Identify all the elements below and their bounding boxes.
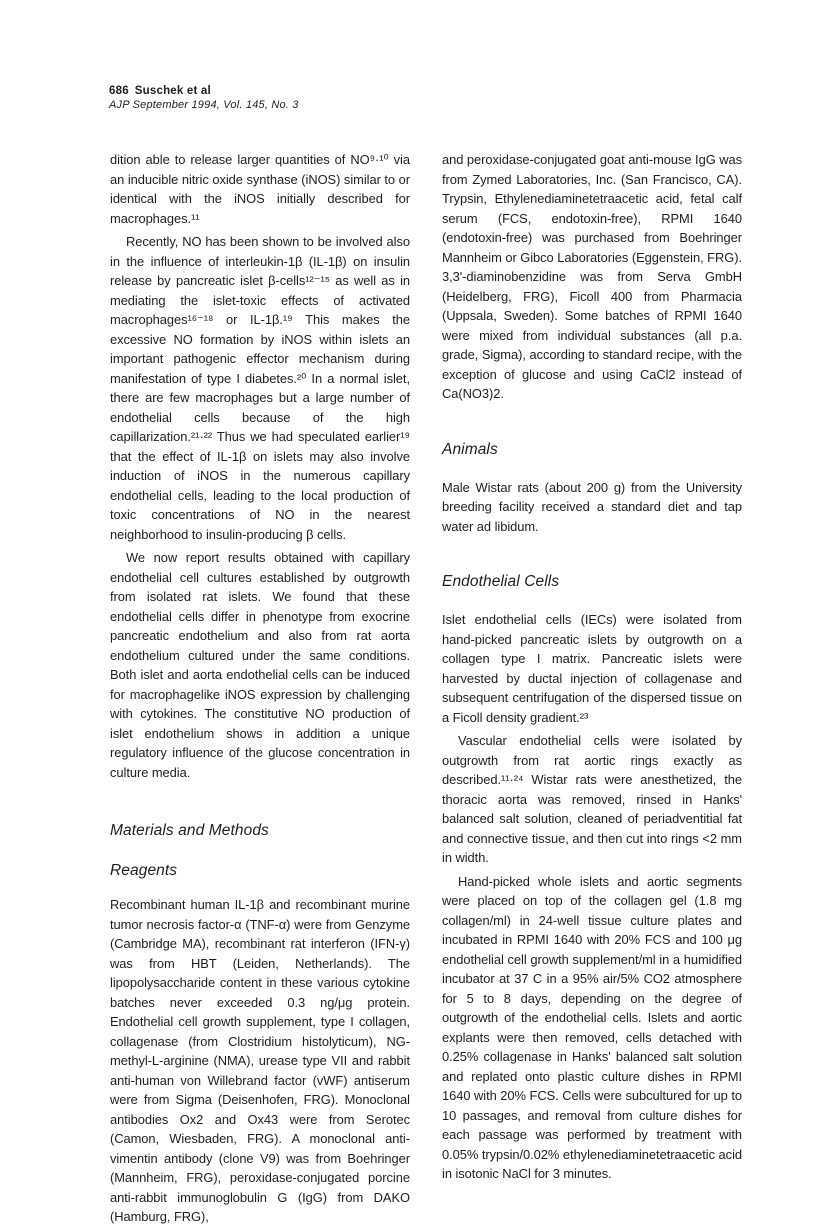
animals-heading: Animals (442, 440, 498, 458)
running-authors: Suschek et al (134, 85, 211, 97)
intro-continued-paragraph: dition able to release larger quantities of NO⁹·¹⁰ via an inducible nitric oxide synthase (iNOS) similar to or identical with the iNOS initially described for macrophages.¹¹ (110, 152, 410, 226)
reagents-continued-paragraph: and peroxidase-conjugated goat anti-mouse IgG was from Zymed Laboratories, Inc. (San Francisco, CA). Trypsin, Ethylenediaminetetraacetic acid, fetal calf serum (FCS, endotoxin-free), RPMI 1640 (endotoxin-free) was purchased from Boehringer Mannheim or Gibco Laboratories (Eggenstein, FRG). 3,3'-diaminobenzidine was from Serva GmbH (Heidelberg, FRG), Ficoll 400 from Pharmacia (Uppsala, Sweden). Some batches of RPMI 1640 were mixed from individual substances (all p.a. grade, Sigma), according to standard recipe, with the exception of glucose and using CaCl2 instead of Ca(NO3)2. (442, 152, 742, 401)
reagents-paragraph: Recombinant human IL-1β and recombinant murine tumor necrosis factor-α (TNF-α) were from Genzyme (Cambridge MA), recombinant rat interferon (IFN-γ) was from HBT (Leiden, Netherlands). The lipopolysaccharide content in these various cytokine batches never exceeded 0.3 ng/μg protein. Endothelial cell growth supplement, type I collagen, collagenase (from Clostridium histolyticum), NG-methyl-L-arginine (NMA), urease type VII and rabbit anti-human von Willebrand factor (vWF) antiserum were from Sigma (Deisenhofen, FRG). Monoclonal antibodies Ox2 and Ox43 were from Serotec (Camon, Wiesbaden, FRG). A monoclonal anti-vimentin antibody (clone V9) was from Boehringer (Mannheim, FRG), peroxidase-conjugated porcine anti-rabbit immunoglobulin G (IgG) from DAKO (Hamburg, FRG), (110, 897, 410, 1224)
endothelial-islet-paragraph: Islet endothelial cells (IECs) were isolated from hand-picked pancreatic islets by outgrowth on a collagen type I matrix. Pancreatic islets were harvested by ductal injection of collagenase and subsequent centrifugation of the dispersed tissue on a Ficoll density gradient.²³ (442, 612, 742, 725)
endothelial-vascular-paragraph: Vascular endothelial cells were isolated by outgrowth from rat aortic rings exactly as described.¹¹·²⁴ Wistar rats were anesthetized, the thoracic aorta was removed, rinsed in Hanks' balanced salt solution, cleaned of periadventitial fat and connective tissue, and then cut into rings <2 mm in width. (442, 733, 742, 865)
running-header (109, 84, 299, 112)
endothelial-cells-heading: Endothelial Cells (442, 573, 560, 590)
materials-methods-heading: Materials and Methods (110, 822, 269, 839)
endothelial-handpicked-paragraph: Hand-picked whole islets and aortic segments were placed on top of the collagen gel (1.8 mg collagen/ml) in 24-well tissue culture plates and incubated in RPMI 1640 with 20% FCS and 100 μg endothelial cell growth supplement/ml in a humidified incubator at 37 C in a 95% air/5% CO2 atmosphere for 5 to 8 days, depending on the degree of outgrowth of the endothelial cells. Islets and aortic explants were then removed, cells detached with 0.25% collagenase in Hanks' balanced salt solution and replated onto plastic culture dishes in RPMI 1640 with 20% FCS. Cells were subcultured for up to 10 passages, and removal from culture dishes for each passage was performed by treatment with 0.05% trypsin/0.02% ethylenediaminetetraacetic acid in isotonic NaCl for 3 minutes. (442, 873, 742, 1181)
reagents-heading: Reagents (110, 862, 178, 879)
page-header-line (109, 84, 299, 98)
intro-recently-paragraph: Recently, NO has been shown to be involved also in the influence of interleukin-1β (IL-1β) on insulin release by pancreatic islet β-cells¹²⁻¹⁵ as well as in mediating the islet-toxic effects of activated macrophages¹⁶⁻¹⁸ or IL-1β.¹⁹ This makes the excessive NO formation by iNOS within islets an important pathogenic effector mechanism during manifestation of type I diabetes.²⁰ In a normal islet, there are few macrophages but a large number of endothelial cells because of the high capillarization.²¹·²² Thus we had speculated earlier¹⁹ that the effect of IL-1β on islets may also involve induction of iNOS in the numerous capillary endothelial cells, leading to the local production of toxic concentrations of NO in the nearest neighborhood to insulin-producing β cells. (110, 234, 410, 542)
intro-now-report-paragraph: We now report results obtained with capillary endothelial cell cultures established by outgrowth from isolated rat islets. We found that these endothelial cells differ in phenotype from exocrine pancreatic endothelium and also from rat aorta endothelium cultured under the same conditions. Both islet and aorta endothelial cells can be induced for macrophagelike iNOS expression by challenging with cytokines. The constitutive NO production of islet endothelium shows in addition a unique regulatory influence of the glucose concentration in culture media. (110, 550, 410, 780)
animals-paragraph: Male Wistar rats (about 200 g) from the University breeding facility received a standard diet and tap water ad libidum. (442, 479, 742, 534)
left-column (110, 150, 410, 1227)
page-number: 686 (109, 85, 129, 97)
journal-citation: AJP September 1994, Vol. 145, No. 3 (109, 99, 299, 111)
right-column (442, 150, 742, 1184)
